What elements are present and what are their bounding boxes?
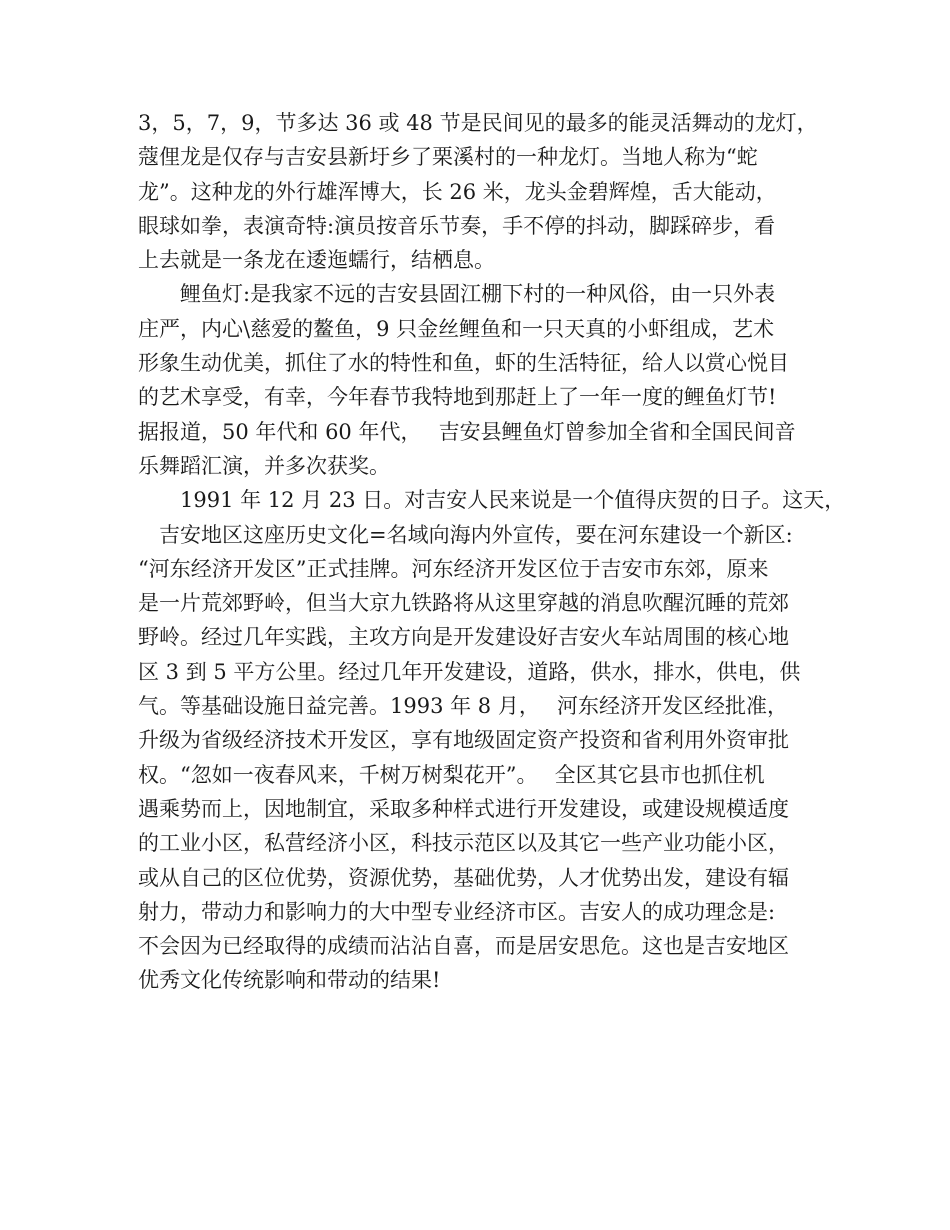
text-line: 的工业小区，私营经济小区，科技示范区以及其它一些产业功能小区， [138, 831, 789, 856]
text-line: 气。等基础设施日益完善。1993 年 8 月， 河东经济开发区经批准， [138, 694, 789, 719]
text-line: 是一片荒郊野岭，但当大京九铁路将从这里穿越的消息吹醒沉睡的荒郊 [138, 591, 789, 616]
text-line: 形象生动优美，抓住了水的特性和鱼，虾的生活特征，给人以赏心悦目 [138, 351, 789, 376]
text-line: 吉安地区这座历史文化=名域向海内外宣传，要在河东建设一个新区: [138, 522, 793, 547]
paragraph-longdeng [138, 106, 828, 277]
text-line: 升级为省级经济技术开发区，享有地级固定资产投资和省利用外资审批 [138, 728, 789, 753]
text-line: 鲤鱼灯:是我家不远的吉安县固江棚下村的一种风俗，由一只外表 [138, 282, 776, 307]
text-line: “河东经济开发区”正式挂牌。河东经济开发区位于吉安市东郊，原来 [138, 556, 769, 581]
document-page [138, 106, 846, 998]
text-line: 优秀文化传统影响和带动的结果! [138, 968, 441, 993]
text-line: 不会因为已经取得的成绩而沾沾自喜，而是居安思危。这也是吉安地区 [138, 934, 789, 959]
text-line: 或从自己的区位优势，资源优势，基础优势，人才优势出发，建设有辐 [138, 865, 789, 890]
text-line: 权。“忽如一夜春风来，千树万树梨花开”。 全区其它县市也抓住机 [138, 762, 765, 787]
text-line: 庄严，内心\慈爱的鳌鱼，9 只金丝鲤鱼和一只天真的小虾组成，艺术 [138, 316, 775, 341]
text-line: 据报道，50 年代和 60 年代， 吉安县鲤鱼灯曾参加全省和全国民间音 [138, 419, 796, 444]
text-line: 上去就是一条龙在逶迤蠕行，结栖息。 [138, 248, 495, 273]
paragraph-hedong-development [138, 483, 846, 997]
paragraph-liyudeng [138, 277, 828, 483]
text-line: 射力，带动力和影响力的大中型专业经济市区。吉安人的成功理念是: [138, 899, 776, 924]
text-line: 3，5，7，9，节多达 36 或 48 节是民间见的最多的能灵活舞动的龙灯， [138, 111, 818, 135]
text-line: 遇乘势而上，因地制宜，采取多种样式进行开发建设，或建设规模适度 [138, 796, 789, 821]
text-line: 乐舞蹈汇演，并多次获奖。 [138, 453, 390, 478]
text-line: 野岭。经过几年实践，主攻方向是开发建设好吉安火车站周围的核心地 [138, 625, 789, 650]
text-line: 蔻俚龙是仅存与吉安县新圩乡了栗溪村的一种龙灯。当地人称为“蛇 [138, 145, 758, 170]
text-line: 区 3 到 5 平方公里。经过几年开发建设，道路，供水，排水，供电，供 [138, 659, 801, 684]
text-line: 龙”。这种龙的外行雄浑博大，长 26 米，龙头金碧辉煌，舌大能动， [138, 179, 777, 204]
text-line: 1991 年 12 月 23 日。对吉安人民来说是一个值得庆贺的日子。这天， [138, 488, 846, 513]
text-line: 眼球如拳，表演奇特:演员按音乐节奏，手不停的抖动，脚踩碎步，看 [138, 213, 776, 238]
text-line: 的艺术享受，有幸，今年春节我特地到那赶上了一年一度的鲤鱼灯节! [138, 385, 777, 410]
